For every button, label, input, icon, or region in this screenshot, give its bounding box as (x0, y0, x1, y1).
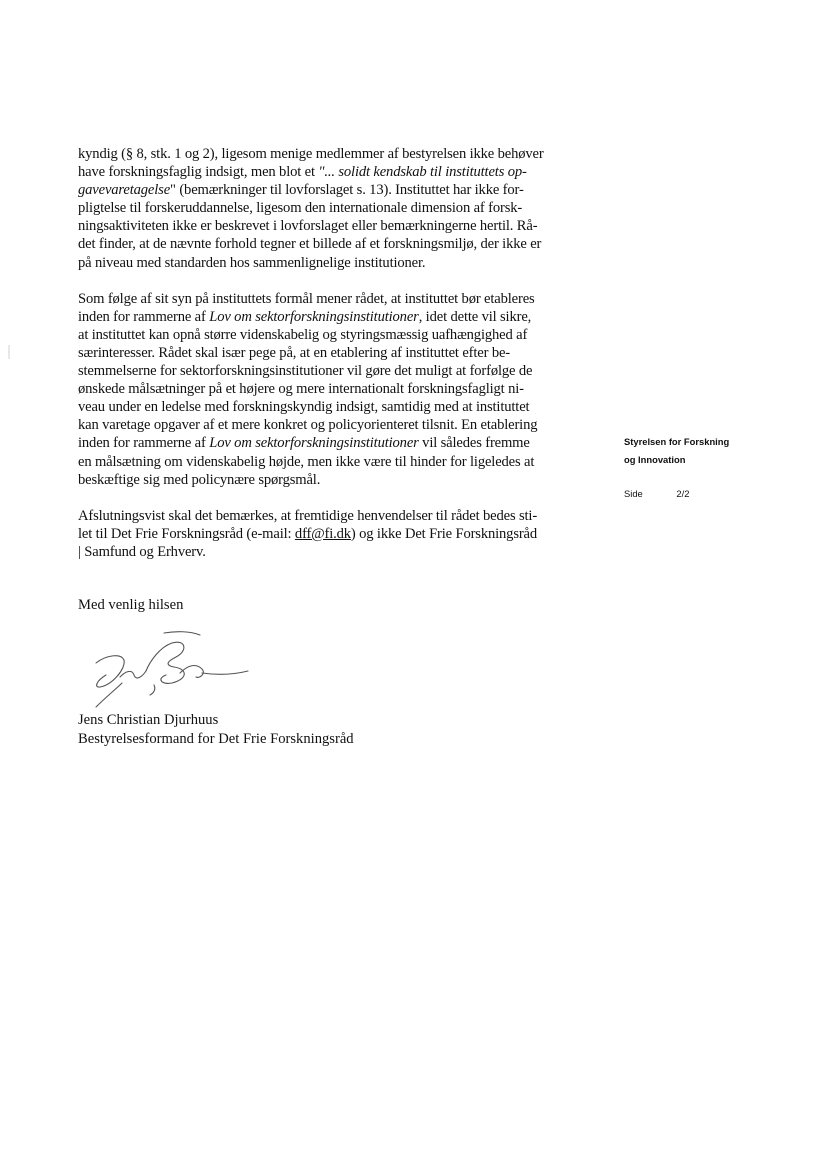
text-line: Afslutningsvist skal det bemærkes, at fremtidige henvendelser til rådet bedes sti- (78, 507, 538, 524)
text-line: kyndig (§ 8, stk. 1 og 2), ligesom menige medlemmer af bestyrelsen ikke behøver (78, 146, 544, 162)
sender-organization (624, 433, 729, 469)
law-title-italic: Lov om sektorforskningsinstitutioner (209, 308, 419, 325)
text-run: ) og ikke Det Frie Forskningsråd (350, 525, 538, 542)
text-run: " (bemærkninger til lovforslaget s. 13). Instituttet har ikke for- (170, 182, 524, 199)
text-line (78, 181, 598, 199)
text-line (78, 163, 598, 181)
text-line (78, 434, 598, 452)
text-line: at instituttet kan opnå større videnskabelig og styringsmæssig uafhængighed af (78, 326, 528, 343)
text-line: beskæftige sig med policynære spørgsmål. (78, 471, 321, 488)
text-run: have forskningsfaglig indsigt, men blot et (78, 164, 319, 181)
page-number (624, 488, 689, 499)
text-line: Som følge af sit syn på instituttets formål mener rådet, at instituttet bør etableres (78, 290, 535, 307)
text-line: kan varetage opgaver af et mere konkret og policyorienteret tilsnit. En etablering (78, 417, 538, 434)
text-line: en målsætning om videnskabelig højde, men ikke være til hinder for ligeledes at (78, 453, 535, 470)
text-run: inden for rammerne af (78, 308, 210, 325)
signer-title: Bestyrelsesformand for Det Frie Forskningsråd (78, 730, 354, 747)
text-line: ønskede målsætninger på et højere og mere internationalt forskningsfagligt ni- (78, 381, 524, 398)
text-line (78, 308, 598, 326)
text-run: vil således fremme (418, 435, 530, 452)
text-line: stemmelserne for sektorforskningsinstitutioner vil gøre det muligt at forfølge de (78, 363, 533, 380)
law-title-italic: Lov om sektorforskningsinstitutioner (209, 435, 419, 452)
handwritten-signature (76, 625, 266, 715)
text-line: veau under en ledelse med forskningskyndig indsigt, samtidig med at instituttet (78, 399, 530, 416)
quote-italic: gavevaretagelse (78, 182, 171, 199)
email-link[interactable]: dff@fi.dk (294, 525, 351, 542)
text-line: særinteresser. Rådet skal især pege på, at en etablering af instituttet efter be- (78, 344, 510, 361)
page-value: 2/2 (676, 488, 690, 499)
text-run: inden for rammerne af (78, 435, 210, 452)
paragraph-1 (78, 145, 598, 272)
scan-margin-mark (8, 345, 10, 359)
text-run: , idet dette vil sikre, (418, 308, 532, 325)
signer-block (78, 711, 354, 748)
closing-salutation: Med venlig hilsen (78, 597, 184, 613)
text-line: det finder, at de nævnte forhold tegner et billede af et forskningsmiljø, der ikke er (78, 236, 542, 253)
text-line: på niveau med standarden hos sammenlignelige institutioner. (78, 254, 426, 271)
org-line: og Innovation (624, 454, 686, 465)
paragraph-3 (78, 507, 598, 561)
text-run: let til Det Frie Forskningsråd (e-mail: (78, 525, 295, 542)
org-line: Styrelsen for Forskning (624, 436, 730, 447)
text-line: pligtelse til forskeruddannelse, ligesom den internationale dimension af forsk- (78, 200, 523, 217)
text-line: ningsaktiviteten ikke er beskrevet i lovforslaget eller bemærkningerne hertil. Rå- (78, 218, 538, 235)
text-line: | Samfund og Erhverv. (78, 543, 206, 560)
signer-name: Jens Christian Djurhuus (78, 712, 219, 728)
paragraph-2 (78, 290, 598, 489)
quote-italic: "... solidt kendskab til instituttets op- (318, 164, 527, 181)
page-label: Side (624, 488, 643, 499)
letter-body (78, 145, 598, 579)
text-line (78, 525, 598, 543)
